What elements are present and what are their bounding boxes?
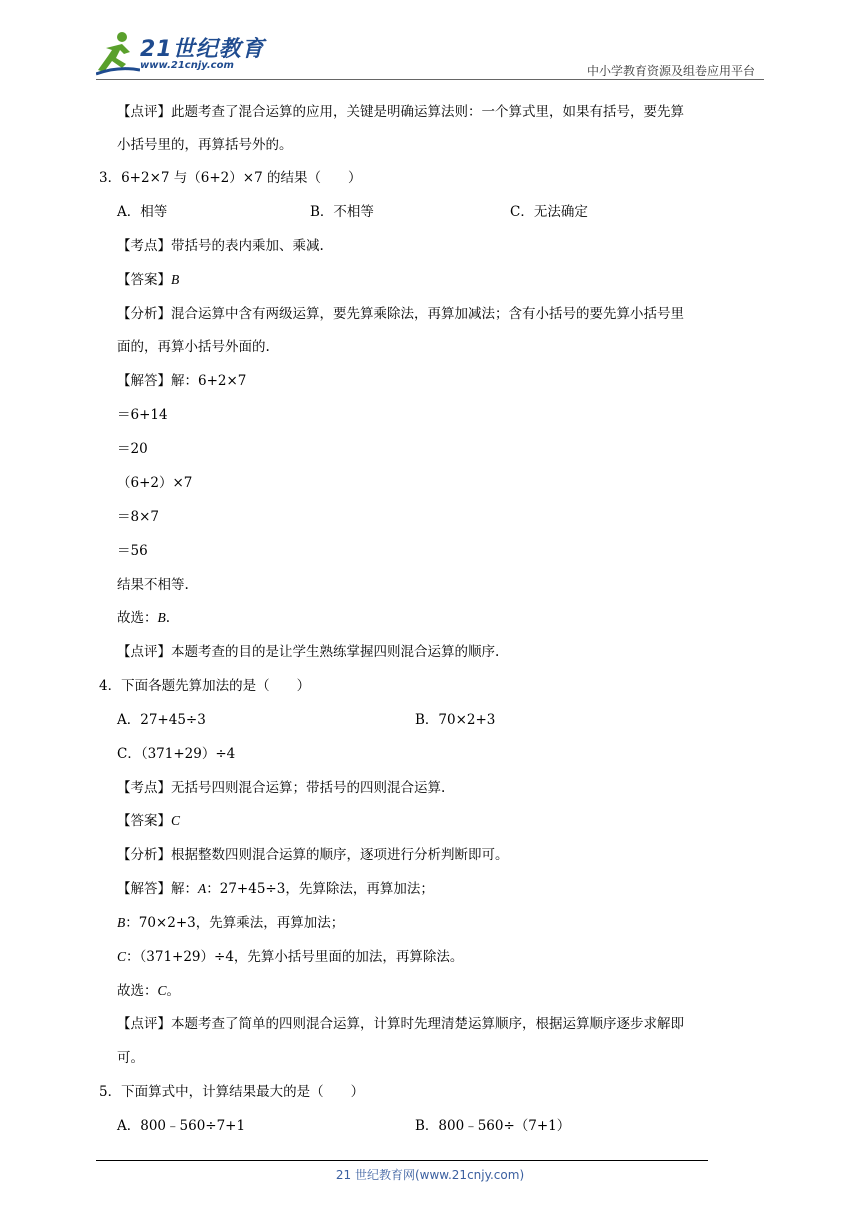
text-line xyxy=(117,371,246,391)
line-text: 【点评】此题考查了混合运算的应用，关键是明确运算法则：一个算式里，如果有括号，要先算 xyxy=(117,104,684,120)
text-line xyxy=(117,337,270,357)
logo-url: www.21cnjy.com xyxy=(140,60,234,71)
line-tail: ：27+45÷3，先算除法，再算加法； xyxy=(206,881,434,897)
italic-letter: C xyxy=(117,949,127,964)
line-text: 【分析】根据整数四则混合运算的顺序，逐项进行分析判断即可。 xyxy=(117,847,509,863)
text-line xyxy=(117,270,179,290)
italic-letter: A xyxy=(198,881,207,896)
line-text: 【点评】本题考查了简单的四则混合运算，计算时先理清楚运算顺序，根据运算顺序逐步求解即 xyxy=(117,1016,684,1032)
text-line xyxy=(117,473,192,493)
text-line xyxy=(117,913,344,933)
italic-letter: B xyxy=(171,272,180,287)
line-text: 【点评】本题考查的目的是让学生熟练掌握四则混合运算的顺序. xyxy=(117,644,500,660)
option-text: B．不相等 xyxy=(310,204,374,220)
italic-letter: B xyxy=(157,610,166,625)
platform-name: 中小学教育资源及组卷应用平台 xyxy=(586,64,755,78)
text-line xyxy=(117,135,293,155)
line-tail: 。 xyxy=(166,983,181,999)
line-tail: . xyxy=(165,610,171,626)
line-text: A．27+45÷3 xyxy=(117,712,206,728)
line-text: ＝56 xyxy=(117,543,148,559)
text-line xyxy=(117,744,235,764)
runner-logo-icon xyxy=(96,30,140,76)
line-text: 5．下面算式中，计算结果最大的是（ ） xyxy=(99,1084,365,1100)
logo-title: 21世纪教育 xyxy=(140,37,265,62)
line-text: 【解答】解： xyxy=(117,881,198,897)
text-line xyxy=(117,575,189,595)
line-text: 【答案】 xyxy=(117,272,171,288)
text-line xyxy=(117,608,170,628)
text-line xyxy=(117,981,180,1001)
text-line xyxy=(117,102,684,122)
text-line xyxy=(117,304,684,324)
page-header xyxy=(0,0,860,80)
text-line xyxy=(99,676,310,696)
italic-letter: C xyxy=(171,813,181,828)
text-line xyxy=(117,778,445,798)
logo xyxy=(96,30,266,80)
option-text: B．70×2+3 xyxy=(415,712,496,728)
text-line xyxy=(117,642,499,662)
line-text: 4．下面各题先算加法的是（ ） xyxy=(99,678,311,694)
header-divider xyxy=(96,79,764,80)
text-line xyxy=(117,1048,144,1068)
line-tail: ：（371+29）÷4，先算小括号里面的加法，再算除法。 xyxy=(126,949,464,965)
line-text: 结果不相等. xyxy=(117,577,189,593)
line-text: 【解答】解：6+2×7 xyxy=(117,373,247,389)
line-text: A．相等 xyxy=(117,204,168,220)
text-line xyxy=(117,710,206,730)
line-text: 【考点】无括号四则混合运算；带括号的四则混合运算. xyxy=(117,780,446,796)
line-text: 【答案】 xyxy=(117,813,171,829)
footer-divider xyxy=(96,1160,708,1161)
line-text: 面的，再算小括号外面的. xyxy=(117,339,270,355)
text-line xyxy=(117,1116,245,1136)
text-line xyxy=(117,202,167,222)
text-line xyxy=(117,507,159,527)
line-text: ＝6+14 xyxy=(117,407,168,423)
line-text: （6+2）×7 xyxy=(117,475,193,491)
line-text: 3．6+2×7 与（6+2）×7 的结果（ ） xyxy=(99,170,362,186)
line-text: 【分析】混合运算中含有两级运算，要先算乘除法，再算加减法；含有小括号的要先算小括号里 xyxy=(117,306,684,322)
text-line xyxy=(99,168,361,188)
line-text: 故选： xyxy=(117,610,158,626)
text-line xyxy=(117,439,148,459)
italic-letter: B xyxy=(117,915,126,930)
line-text: 可。 xyxy=(117,1050,144,1066)
option-text: C．无法确定 xyxy=(510,204,588,220)
text-line xyxy=(117,811,180,831)
line-text: C．（371+29）÷4 xyxy=(117,746,236,762)
option-text: B．800﹣560÷（7+1） xyxy=(415,1118,571,1134)
footer-text: 21 世纪教育网(www.21cnjy.com) xyxy=(335,1168,525,1182)
text-line xyxy=(117,845,509,865)
italic-letter: C xyxy=(157,983,167,998)
text-line xyxy=(117,1014,684,1034)
text-line xyxy=(117,541,148,561)
line-text: ＝20 xyxy=(117,441,148,457)
text-line xyxy=(117,405,168,425)
line-text: 【考点】带括号的表内乘加、乘减. xyxy=(117,238,324,254)
text-line xyxy=(117,879,434,899)
line-text: A．800﹣560÷7+1 xyxy=(117,1118,246,1134)
line-text: 小括号里的，再算括号外的。 xyxy=(117,137,293,153)
text-line xyxy=(117,236,324,256)
text-line xyxy=(117,947,463,967)
text-line xyxy=(99,1082,364,1102)
line-text: 故选： xyxy=(117,983,158,999)
line-text: ＝8×7 xyxy=(117,509,159,525)
line-tail: ：70×2+3，先算乘法，再算加法； xyxy=(125,915,345,931)
